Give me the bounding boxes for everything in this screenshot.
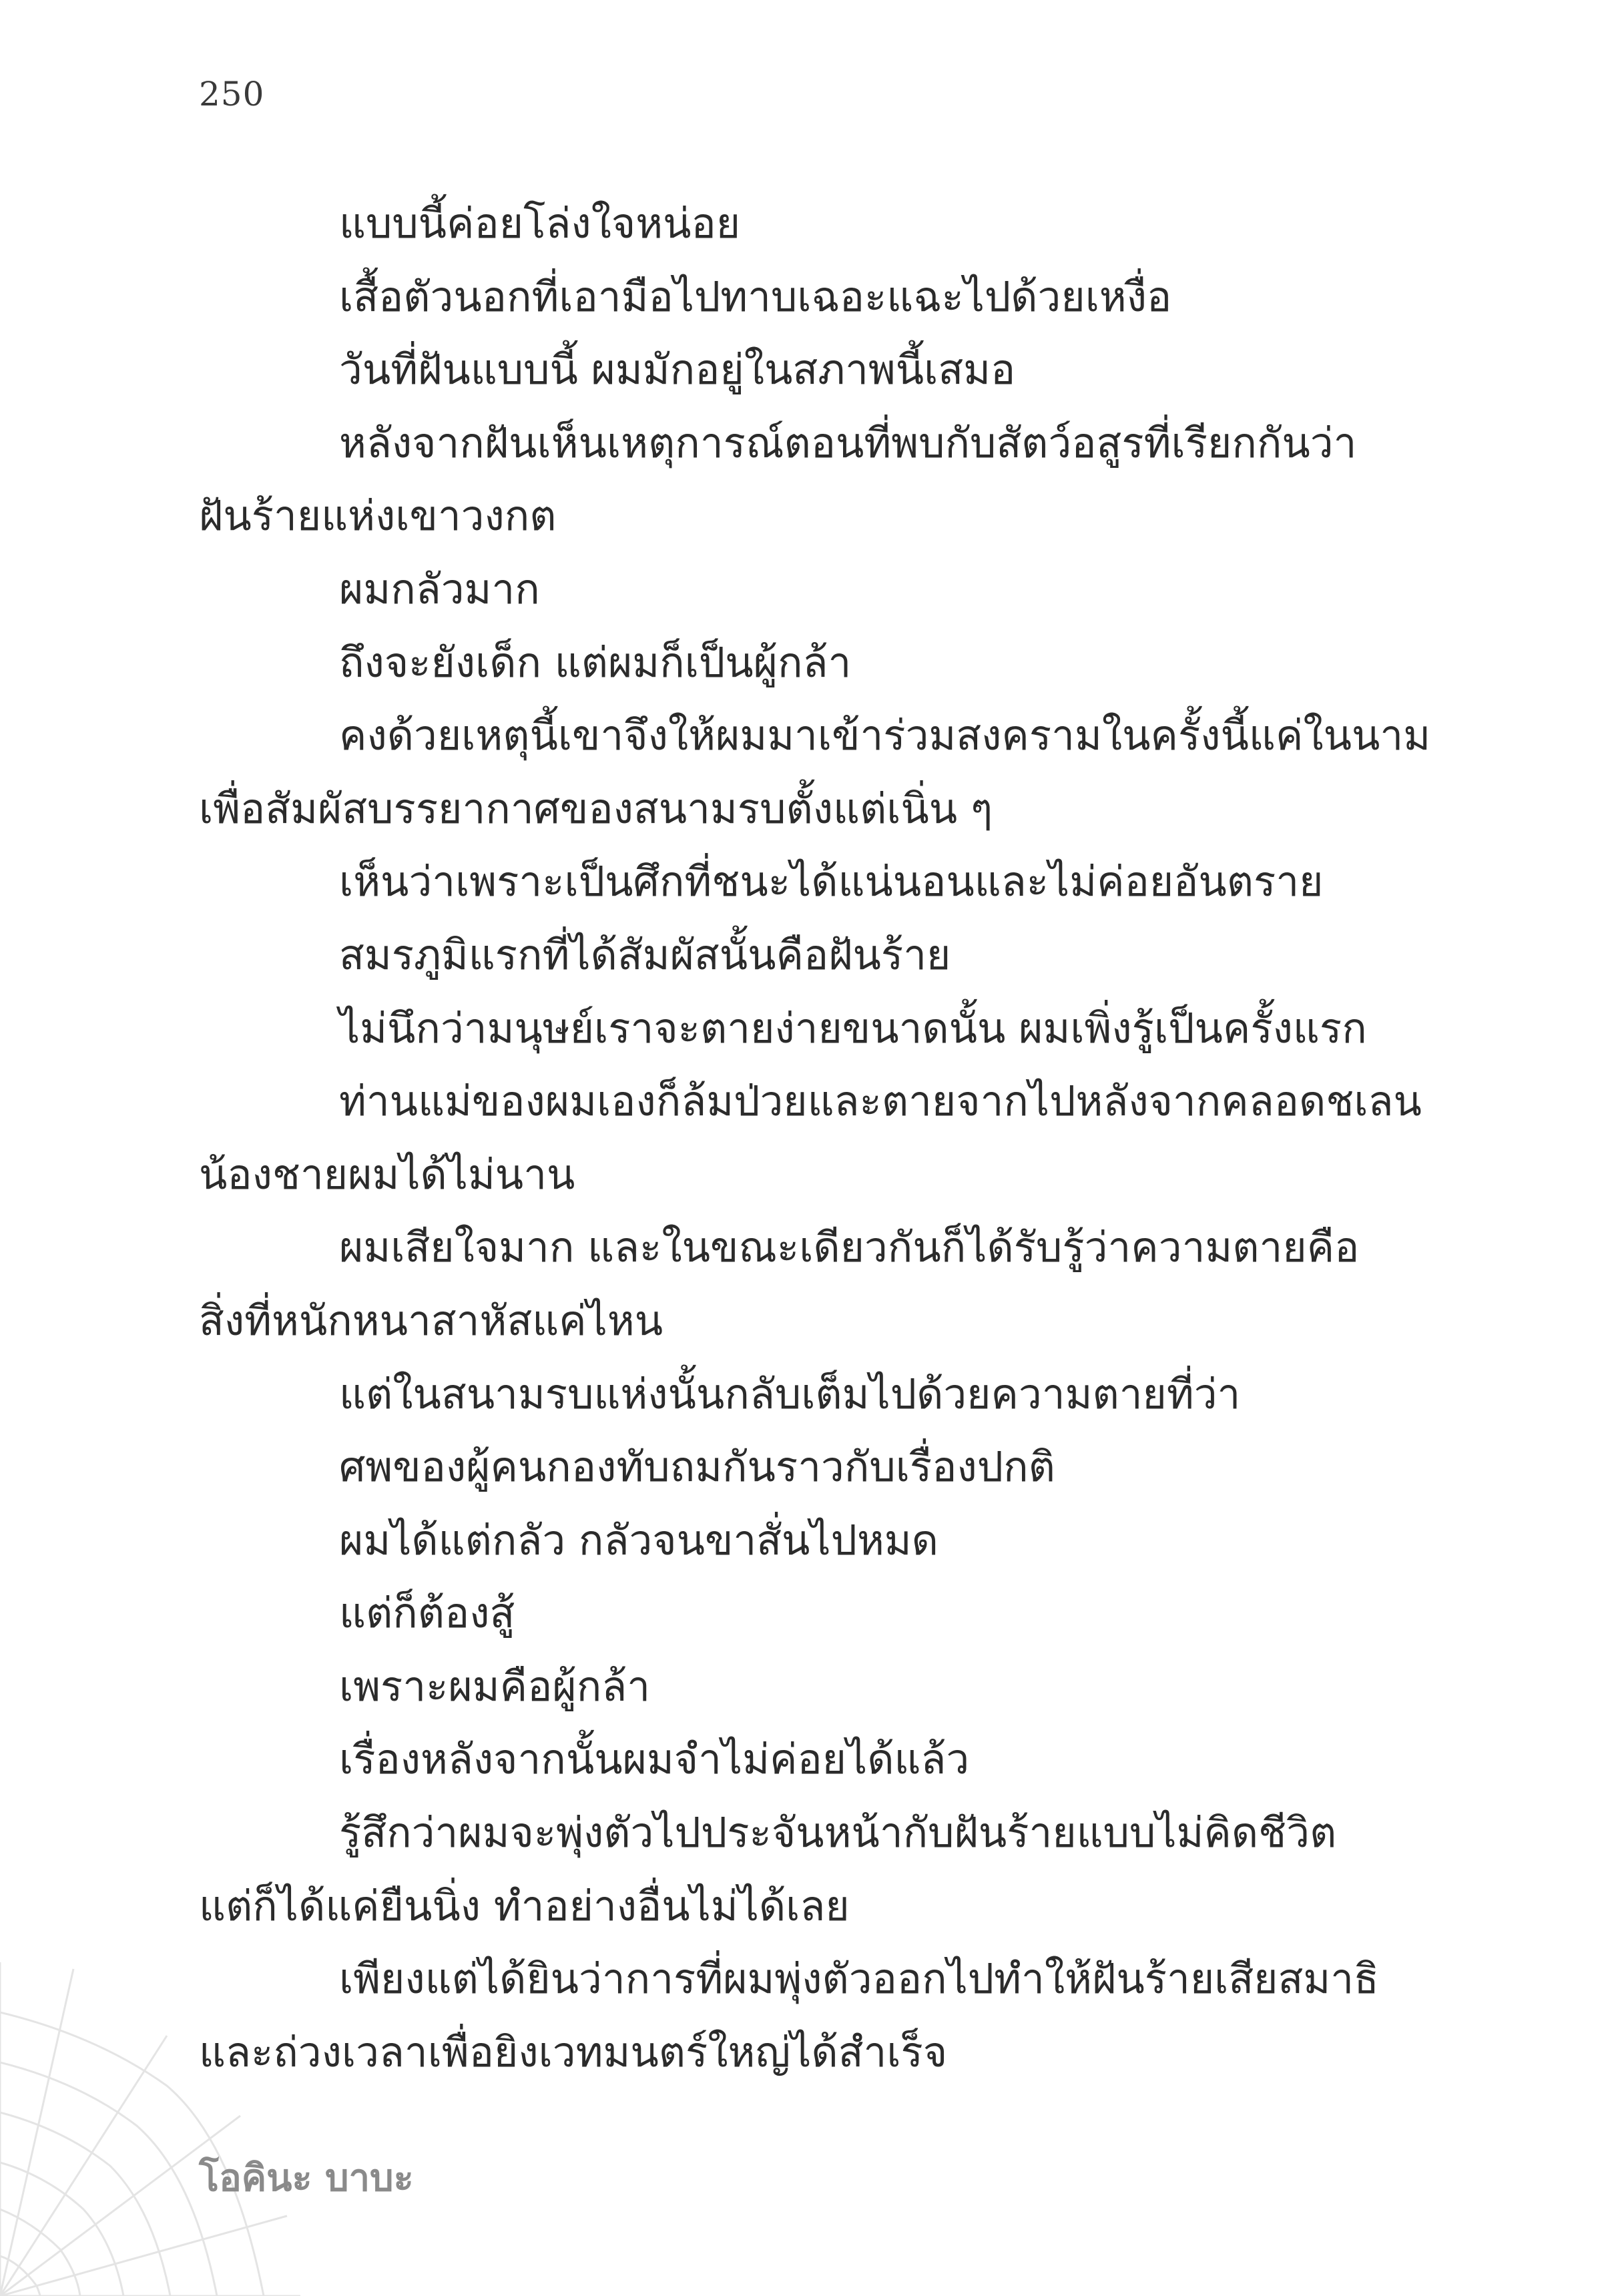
paragraph: [199, 1065, 1422, 1211]
paragraph-line: แบบนี้ค่อยโล่งใจหน่อย: [339, 199, 741, 248]
paragraph-line: ศพของผู้คนกองทับถมกันราวกับเรื่องปกติ: [339, 1442, 1055, 1492]
paragraph: [199, 1430, 1414, 1504]
paragraph: [199, 187, 1414, 260]
paragraph: [199, 1723, 1414, 1796]
paragraph: [199, 992, 1414, 1065]
paragraph-line: เพื่อสัมผัสบรรยากาศของสนามรบตั้งแต่เนิ่น ๆ: [199, 784, 993, 833]
paragraph: [199, 553, 1414, 626]
paragraph: [199, 699, 1431, 845]
paragraph: [199, 1650, 1414, 1723]
paragraph-line: น้องชายผมได้ไม่นาน: [199, 1149, 575, 1199]
paragraph-line: ผมเสียใจมาก และในขณะเดียวกันก็ได้รับรู้ว่าความตายคือ: [339, 1223, 1360, 1272]
paragraph: [199, 1942, 1414, 2088]
paragraph: [199, 918, 1414, 992]
paragraph-line: ไม่นึกว่ามนุษย์เราจะตายง่ายขนาดนั้น ผมเพิ่งรู้เป็นครั้งแรก: [339, 1003, 1367, 1053]
paragraph-line: เพียงแต่ได้ยินว่าการที่ผมพุ่งตัวออกไปทำให้ฝันร้ายเสียสมาธิ: [339, 1954, 1379, 2004]
spider-web-icon: [0, 1962, 314, 2296]
paragraph-line: เรื่องหลังจากนั้นผมจำไม่ค่อยได้แล้ว: [339, 1735, 970, 1784]
paragraph-line: แต่ก็ได้แค่ยืนนิ่ง ทำอย่างอื่นไม่ได้เลย: [199, 1881, 850, 1930]
paragraph-line: ท่านแม่ของผมเองก็ล้มป่วยและตายจากไปหลังจากคลอดชเลน: [339, 1077, 1422, 1126]
paragraph: [199, 1504, 1414, 1577]
paragraph-line: ผมได้แต่กลัว กลัวจนขาสั่นไปหมด: [339, 1515, 938, 1564]
paragraph-line: แต่ก็ต้องสู้: [339, 1589, 515, 1638]
paragraph-line: แต่ในสนามรบแห่งนั้นกลับเต็มไปด้วยความตายที่ว่า: [339, 1369, 1241, 1418]
paragraph-line: คงด้วยเหตุนี้เขาจึงให้ผมมาเข้าร่วมสงครามในครั้งนี้แค่ในนาม: [339, 711, 1431, 760]
paragraph: [199, 1358, 1414, 1431]
paragraph-line: ถึงจะยังเด็ก แต่ผมก็เป็นผู้กล้า: [339, 637, 852, 687]
paragraph-line: และถ่วงเวลาเพื่อยิงเวทมนตร์ใหญ่ได้สำเร็จ: [199, 2027, 948, 2076]
paragraph-line: เสื้อตัวนอกที่เอามือไปทาบเฉอะแฉะไปด้วยเหงื่อ: [339, 272, 1172, 321]
paragraph-line: เพราะผมคือผู้กล้า: [339, 1661, 651, 1711]
paragraph: [199, 626, 1414, 699]
paragraph: [199, 1576, 1414, 1650]
paragraph-line: เห็นว่าเพราะเป็นศึกที่ชนะได้แน่นอนและไม่ค่อยอันตราย: [339, 857, 1324, 906]
paragraph-line: ผมกลัวมาก: [339, 564, 540, 613]
paragraph: [199, 333, 1414, 406]
paragraph: [199, 260, 1414, 334]
paragraph-line: สิ่งที่หนักหนาสาหัสแค่ไหน: [199, 1296, 663, 1345]
paragraph-line: ฝันร้ายแห่งเขาวงกต: [199, 491, 557, 541]
paragraph: [199, 1796, 1414, 1942]
footer-author: โอคินะ บาบะ: [199, 2157, 414, 2200]
paragraph-line: หลังจากฝันเห็นเหตุการณ์ตอนที่พบกับสัตว์อสูรที่เรียกกันว่า: [339, 418, 1357, 467]
paragraph-line: สมรภูมิแรกที่ได้สัมผัสนั้นคือฝันร้าย: [339, 930, 951, 979]
paragraph: [199, 845, 1414, 918]
paragraph: [199, 406, 1414, 553]
paragraph-line: รู้สึกว่าผมจะพุ่งตัวไปประจันหน้ากับฝันร้ายแบบไม่คิดชีวิต: [339, 1808, 1337, 1857]
body-text: [199, 187, 1431, 2088]
paragraph-line: วันที่ฝันแบบนี้ ผมมักอยู่ในสภาพนี้เสมอ: [339, 345, 1016, 394]
page-number: 250: [199, 75, 265, 113]
paragraph: [199, 1211, 1414, 1357]
